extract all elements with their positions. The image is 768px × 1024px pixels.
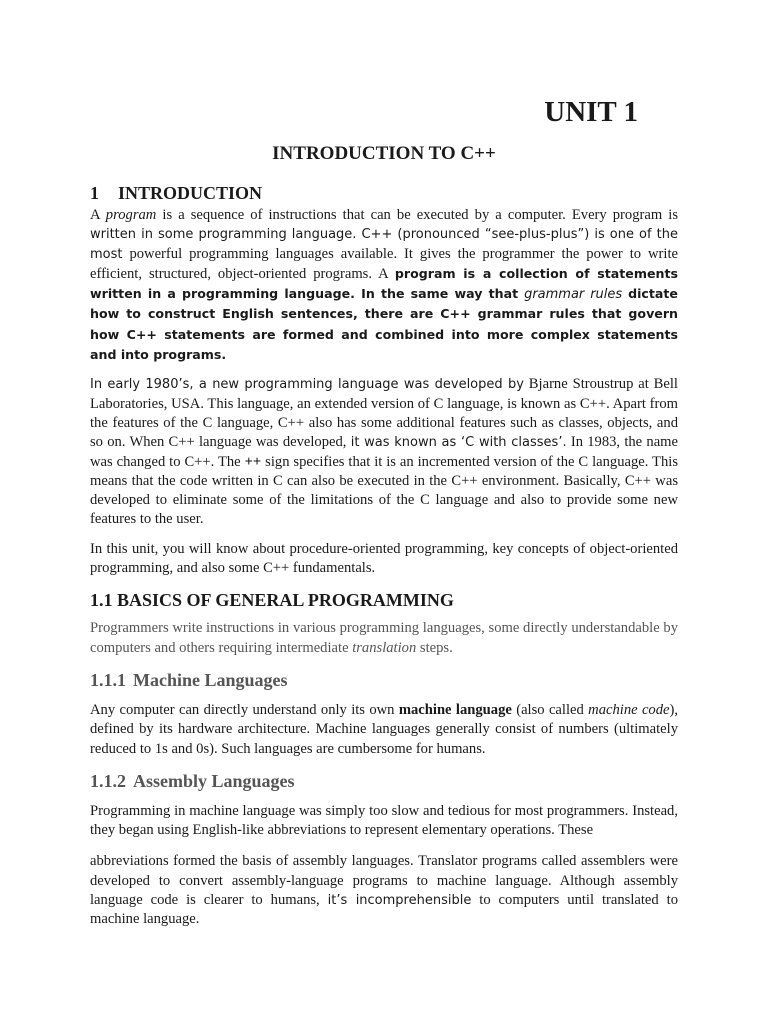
italic-term: grammar rules xyxy=(518,287,629,303)
section-1-1-1-heading xyxy=(90,670,678,691)
paragraph-assembly-details xyxy=(90,852,678,929)
text-run: A xyxy=(90,207,106,223)
paragraph-unit-overview: In this unit, you will know about procedure-oriented programming, key concepts of object-oriented programming, and also some C++ fundamentals. xyxy=(90,540,678,577)
text-run: Any computer can directly understand only its own xyxy=(90,701,399,718)
text-run: Bjarne Stroustrup at Bell Laboratories, USA. This language, an extended version of C language, is known as C++. Apart from the features of the C language, C++ also has some additional features such as classes, objects, and so on. When C++ language was developed, xyxy=(90,376,678,451)
text-run: abbreviations formed the basis of assembly languages. Translator programs called assemblers were developed to convert assembly-language programs to machine language. Although assembly language code is clearer to humans, xyxy=(90,853,678,909)
paragraph-program-definition xyxy=(90,206,678,365)
section-title: INTRODUCTION xyxy=(118,183,263,203)
text-run: (also called xyxy=(511,701,589,718)
paragraph-assembly-intro: Programming in machine language was simply too slow and tedious for most programmers. Instead, they began using English-like abbreviations to represent elementary operations. These xyxy=(90,802,678,839)
text-run: In 1983, the name was changed to C++. The xyxy=(90,434,678,470)
section-number: 1 xyxy=(90,183,99,203)
bold-term: ++ xyxy=(244,453,262,470)
italic-term: machine code xyxy=(588,701,670,718)
chapter-title: INTRODUCTION TO C++ xyxy=(272,143,496,164)
text-run: powerful programming languages available. It gives the programmer the power to write efficient, structured, object-oriented programs. A xyxy=(90,245,678,282)
section-number: 1.1.2 xyxy=(90,770,126,791)
bold-text-run: dictate how to construct English sentences, there are C++ grammar rules that govern how C++ statements are formed and combined into more complex statements and into programs. xyxy=(90,286,678,363)
section-1-1-2-heading xyxy=(90,771,678,792)
bold-text-run: program is a collection of statements written in a programming language. In the same way that xyxy=(90,265,678,302)
text-run: written in some programming language. C++ (pronounced “see-plus-plus”) is one of the most xyxy=(90,227,678,262)
text-run: it’s incomprehensible xyxy=(327,893,472,909)
paragraph-history xyxy=(90,375,678,529)
section-1-1-heading: 1.1 BASICS OF GENERAL PROGRAMMING xyxy=(90,590,454,611)
bold-term: machine language xyxy=(398,701,512,718)
section-title: Assembly Languages xyxy=(133,770,295,791)
text-run: sign specifies that it is an incremented version of the C language. This means that the code written in C can also be executed in the C++ environment. Basically, C++ was developed to eliminate some of the limitations of the C language and also to provide some new features to the user. xyxy=(90,453,679,528)
text-run: it was known as ‘C with classes’. xyxy=(350,435,567,451)
text-run: ), defined by its hardware architecture. Machine languages generally consist of numbers (ultimately reduced to 1s and 0s). Such languages are cumbersome for humans. xyxy=(90,701,679,757)
paragraph-programming-basics xyxy=(90,619,678,658)
italic-term: translation xyxy=(352,639,417,656)
text-run: Programmers write instructions in various programming languages, some directly understandable by computers and others requiring intermediate xyxy=(90,620,678,656)
text-run: is a sequence of instructions that can be executed by a computer. Every program is xyxy=(156,207,678,223)
section-title: Machine Languages xyxy=(133,669,288,690)
text-run: In early 1980’s, a new programming language was developed by xyxy=(90,377,524,393)
section-1-heading xyxy=(90,183,678,204)
section-number: 1.1.1 xyxy=(90,669,126,690)
text-run: steps. xyxy=(416,639,453,656)
unit-title: UNIT 1 xyxy=(544,96,638,128)
italic-term: program xyxy=(105,207,157,223)
paragraph-machine-languages xyxy=(90,701,678,759)
document-body xyxy=(90,183,678,940)
text-run: to computers until translated to machine language. xyxy=(90,892,678,928)
